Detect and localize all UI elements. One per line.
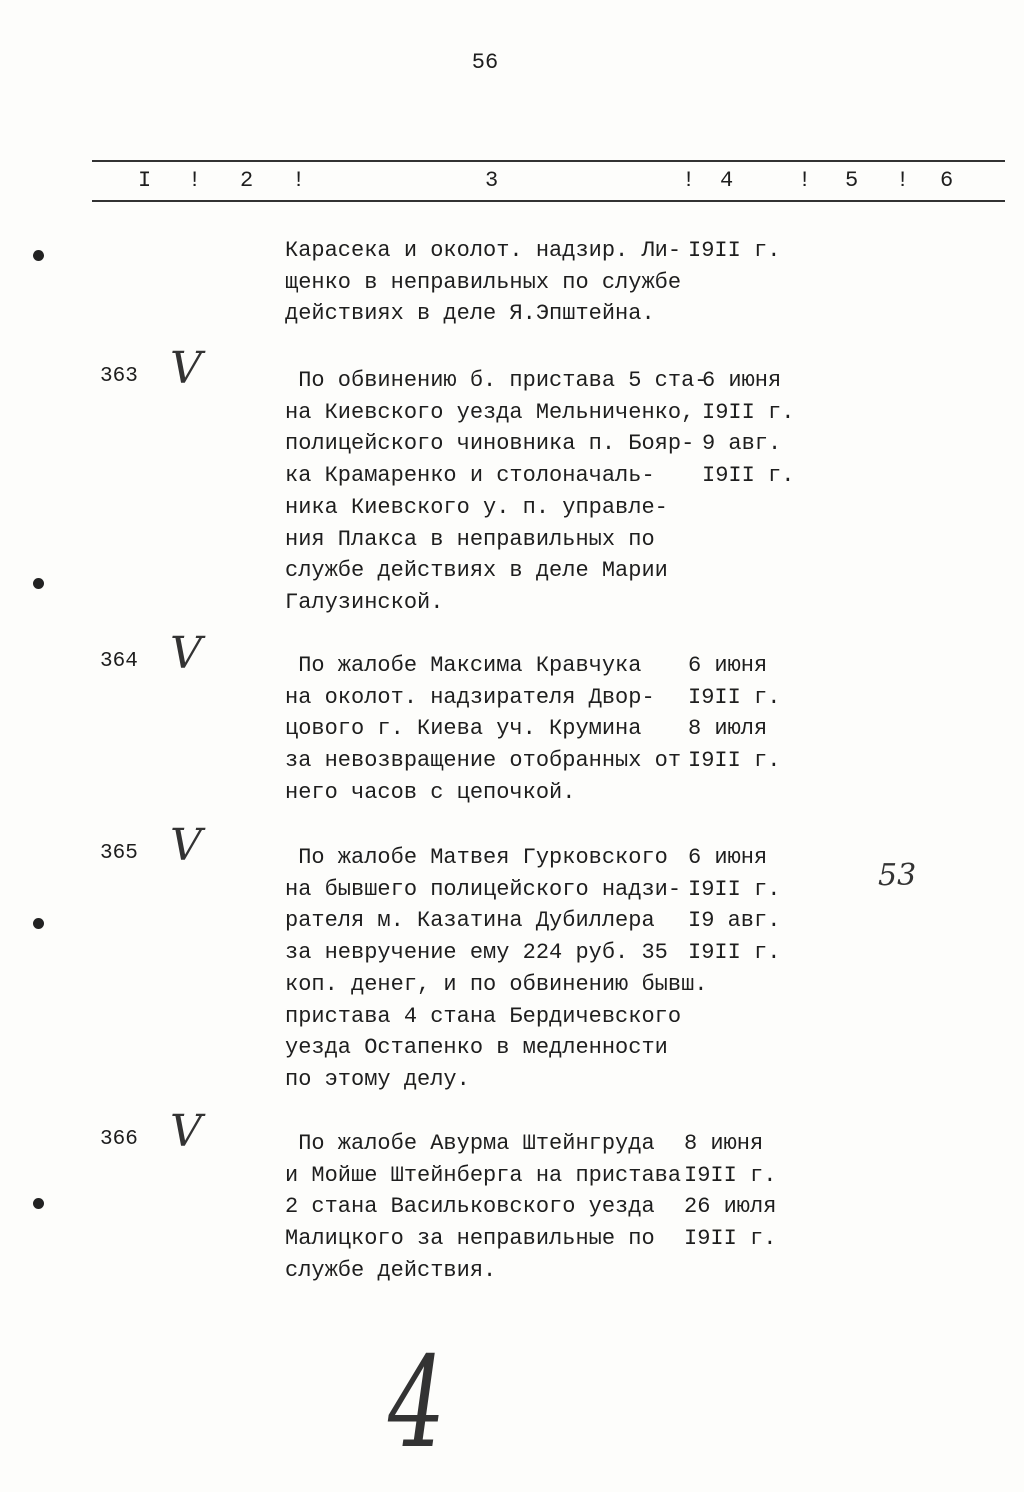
date-line: 6 июня xyxy=(688,653,768,678)
date-line: I9II г. xyxy=(688,940,781,966)
entry-description xyxy=(285,650,681,809)
date-line: 6 июня xyxy=(702,368,782,393)
description-line: за невручение ему 224 руб. 35 xyxy=(285,940,668,966)
description-line: на Киевского уезда Мельниченко, xyxy=(285,399,695,425)
punch-hole xyxy=(33,578,44,589)
description-line: службе действия. xyxy=(285,1257,497,1283)
date-line: I9II г. xyxy=(702,399,795,425)
description-line: службе действиях в деле Марии xyxy=(285,558,668,584)
column-separator: ! xyxy=(682,168,696,193)
description-line: По жалобе Максима Кравчука xyxy=(285,653,642,678)
check-mark: V xyxy=(170,1106,202,1157)
date-line: I9II г. xyxy=(688,238,781,263)
entry-description xyxy=(285,235,681,330)
margin-note: 53 xyxy=(878,858,917,893)
entry-dates xyxy=(702,365,794,492)
entry-dates xyxy=(688,650,780,777)
column-header: 3 xyxy=(485,168,499,193)
entry-dates xyxy=(684,1128,776,1255)
entry-number: 366 xyxy=(100,1128,138,1151)
description-line: 2 стана Васильковского уезда xyxy=(285,1194,655,1220)
description-line: уезда Остапенко в медленности xyxy=(285,1035,668,1061)
date-line: 8 июля xyxy=(688,716,768,742)
entry-description xyxy=(285,365,707,619)
column-header: 4 xyxy=(720,168,734,193)
description-line: ка Крамаренко и столоначаль- xyxy=(285,463,655,489)
entry-dates xyxy=(688,235,780,330)
date-line: I9 авг. xyxy=(688,908,781,934)
punch-hole xyxy=(33,1198,44,1209)
column-header: 5 xyxy=(845,168,859,193)
entry-description xyxy=(285,1128,681,1287)
check-mark: V xyxy=(170,343,202,394)
entry-number: 364 xyxy=(100,650,138,673)
column-separator: ! xyxy=(188,168,202,193)
date-line: 26 июля xyxy=(684,1194,777,1220)
description-line: на бывшего полицейского надзи- xyxy=(285,876,682,902)
header-top-rule xyxy=(92,160,1005,162)
description-line: по этому делу. xyxy=(285,1066,470,1092)
column-header: I xyxy=(138,168,152,193)
description-line: рателя м. Казатина Дубиллера xyxy=(285,908,655,934)
date-line: I9II г. xyxy=(688,684,781,710)
description-line: цового г. Киева уч. Крумина xyxy=(285,716,642,742)
date-line: 9 авг. xyxy=(702,431,782,457)
column-separator: ! xyxy=(798,168,812,193)
description-line: и Мойше Штейнберга на пристава xyxy=(285,1162,682,1188)
description-line: коп. денег, и по обвинению бывш. xyxy=(285,971,708,997)
entry-number: 363 xyxy=(100,365,138,388)
date-line: 8 июня xyxy=(684,1131,764,1156)
check-mark: V xyxy=(170,628,202,679)
bottom-handwritten-note: 4 xyxy=(388,1330,446,1477)
description-line: него часов с цепочкой. xyxy=(285,779,576,805)
entry-dates xyxy=(688,842,780,969)
description-line: щенко в неправильных по службе xyxy=(285,269,682,295)
description-line: пристава 4 стана Бердичевского xyxy=(285,1003,682,1029)
description-line: Галузинской. xyxy=(285,589,444,615)
date-line: I9II г. xyxy=(688,876,781,902)
date-line: I9II г. xyxy=(702,463,795,489)
date-line: 6 июня xyxy=(688,845,768,870)
column-header: 2 xyxy=(240,168,254,193)
check-mark: V xyxy=(170,820,202,871)
punch-hole xyxy=(33,250,44,261)
description-line: на околот. надзирателя Двор- xyxy=(285,684,655,710)
page-number: 56 xyxy=(471,50,499,75)
description-line: ника Киевского у. п. управле- xyxy=(285,494,668,520)
date-line: I9II г. xyxy=(688,748,781,774)
date-line: I9II г. xyxy=(684,1162,777,1188)
description-line: полицейского чиновника п. Бояр- xyxy=(285,431,695,457)
description-line: Карасека и околот. надзир. Ли- xyxy=(285,238,682,263)
punch-hole xyxy=(33,918,44,929)
date-line xyxy=(688,298,780,330)
entry-description xyxy=(285,842,707,1096)
description-line: По обвинению б. пристава 5 ста- xyxy=(285,368,708,393)
date-line: I9II г. xyxy=(684,1226,777,1252)
description-line: По жалобе Матвея Гурковского xyxy=(285,845,668,870)
entry-number: 365 xyxy=(100,842,138,865)
description-line: действиях в деле Я.Эпштейна. xyxy=(285,301,655,327)
column-separator: ! xyxy=(292,168,306,193)
column-header: 6 xyxy=(940,168,954,193)
description-line: за невозвращение отобранных от xyxy=(285,748,682,774)
description-line: Малицкого за неправильные по xyxy=(285,1226,655,1252)
column-separator: ! xyxy=(896,168,910,193)
header-bottom-rule xyxy=(92,200,1005,202)
description-line: По жалобе Авурма Штейнгруда xyxy=(285,1131,655,1156)
description-line: ния Плакса в неправильных по xyxy=(285,526,655,552)
date-line xyxy=(688,267,780,299)
